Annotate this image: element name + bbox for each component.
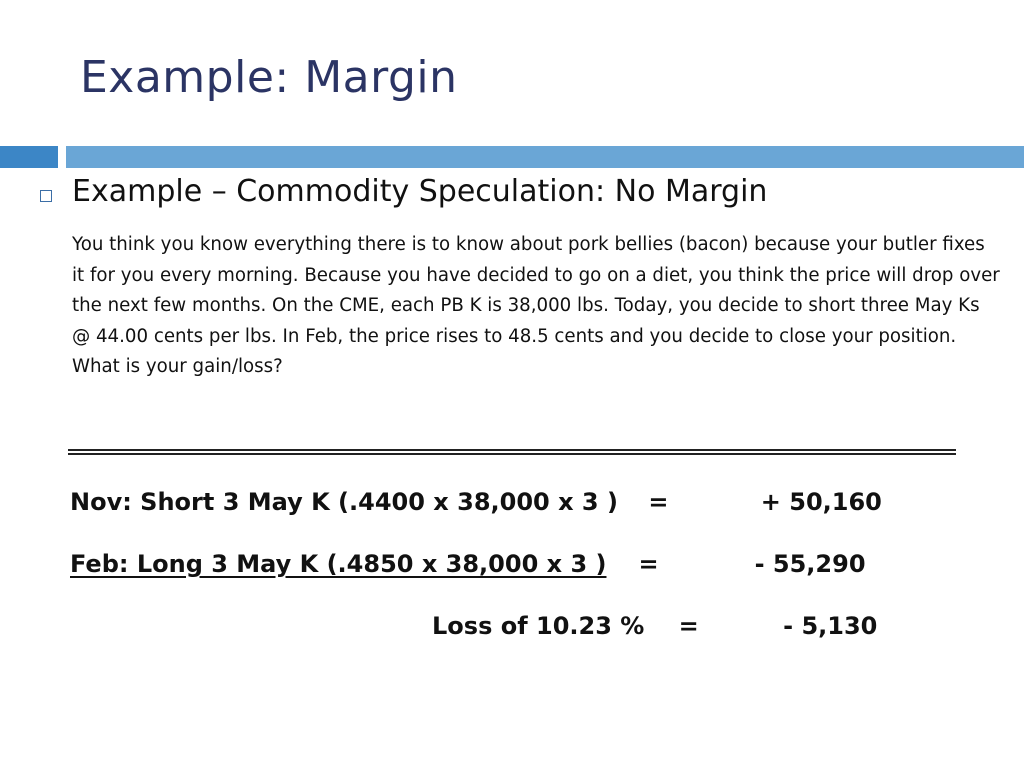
bullet-square-icon bbox=[40, 190, 52, 202]
calc-nov-label: Nov: Short 3 May K (.4400 x 38,000 x 3 ) bbox=[70, 488, 618, 516]
calc-feb-value: - 55,290 bbox=[754, 550, 866, 578]
calc-loss-value: - 5,130 bbox=[783, 612, 878, 640]
scenario-paragraph: You think you know everything there is to know about pork bellies (bacon) because your butler fixes it for you every morning. Because you have decided to go on a diet, you think the price will drop over the next few months. On the CME, each PB K is 38,000 lbs. Today, you decide to short three May Ks @ 44.00 cents per lbs. In Feb, the price rises to 48.5 cents and you decide to close your position. What is your gain/loss? bbox=[72, 234, 1000, 377]
calc-loss-equals: = bbox=[678, 612, 699, 640]
calc-line-feb bbox=[70, 550, 866, 578]
bullet-heading: Example – Commodity Speculation: No Margin bbox=[72, 174, 768, 209]
accent-bar-left bbox=[0, 146, 58, 168]
calc-line-nov bbox=[70, 488, 882, 516]
divider-top bbox=[68, 449, 956, 451]
calc-loss-label: Loss of 10.23 % bbox=[432, 612, 645, 640]
calc-nov-value: + 50,160 bbox=[760, 488, 882, 516]
calc-line-loss bbox=[432, 612, 877, 640]
calc-feb-label: Feb: Long 3 May K (.4850 x 38,000 x 3 ) bbox=[70, 550, 607, 578]
accent-bar-right bbox=[66, 146, 1024, 168]
calc-feb-equals: = bbox=[638, 550, 659, 578]
divider-bottom bbox=[68, 453, 956, 455]
slide-title: Example: Margin bbox=[80, 52, 458, 103]
calc-nov-equals: = bbox=[648, 488, 669, 516]
